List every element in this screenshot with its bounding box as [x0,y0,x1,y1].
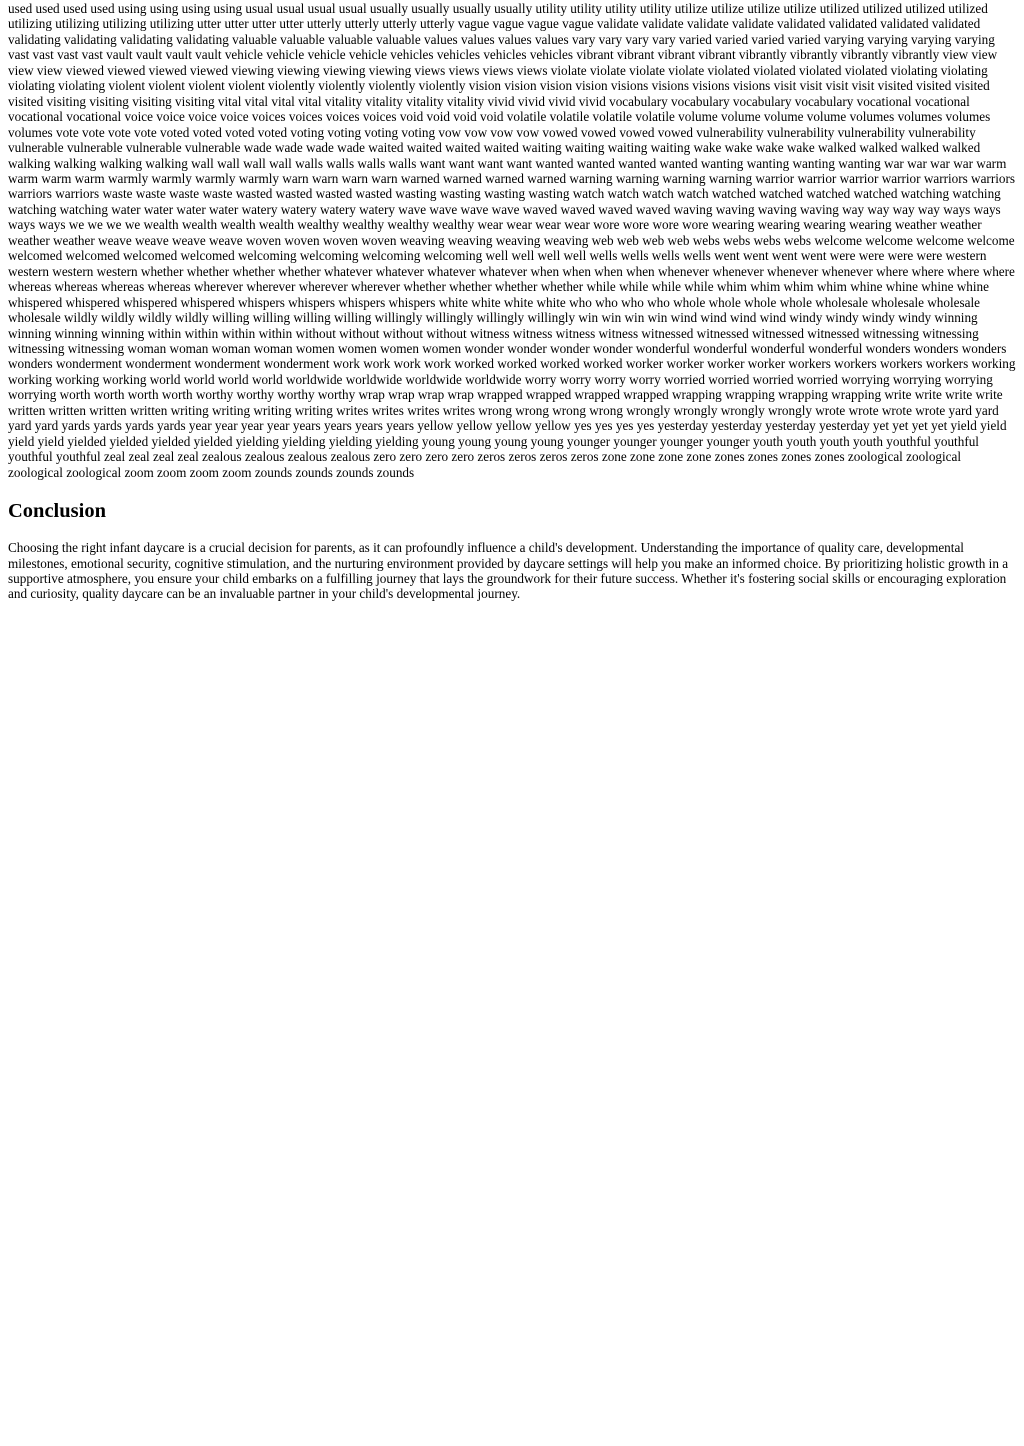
conclusion-heading: Conclusion [8,500,106,523]
word-list-paragraph: used used used used using using using using usual usual usual usual usually usually usually usually utility utility utility utility utilize utilize utilize utilize utilized utilized utilized utilized utilizing utilizing utilizing utilizing utter utter utter utter utterly utterly utterly utterly vague vague vague vague validate validate validate validate validated validated validated validated validating validating validating validating valuable valuable valuable valuable values values values values vary vary vary vary varied varied varied varied varying varying varying varying vast vast vast vast vault vault vault vault vehicle vehicle vehicle vehicle vehicles vehicles vehicles vehicles vibrant vibrant vibrant vibrant vibrantly vibrantly vibrantly vibrantly view view view view viewed viewed viewed viewed viewing viewing viewing viewing views views views views violate violate violate violate violated violated violated violated violating violating violating violating violent violent violent violent violently violently violently violently vision vision vision vision visions visions visions visions visit visit visit visit visited visited visited visited visiting visiting visiting visiting vital vital vital vital vitality vitality vitality vitality vivid vivid vivid vivid vocabulary vocabulary vocabulary vocabulary vocational vocational vocational vocational voice voice voice voice voices voices voices voices void void void void volatile volatile volatile volatile volume volume volume volume volumes volumes volumes volumes vote vote vote vote voted voted voted voted voting voting voting voting vow vow vow vow vowed vowed vowed vowed vulnerability vulnerability vulnerability vulnerability vulnerable vulnerable vulnerable vulnerable wade wade wade wade waited waited waited waited waiting waiting waiting waiting wake wake wake wake walked walked walked walked walking walking walking walking wall wall wall wall walls walls walls walls want want want want wanted wanted wanted wanted wanting wanting wanting wanting war war war war warm warm warm warm warmly warmly warmly warmly warn warn warn warn warned warned warned warned warning warning warning warning warrior warrior warrior warrior warriors warriors warriors warriors waste waste waste waste wasted wasted wasted wasted wasting wasting wasting wasting watch watch watch watch watched watched watched watched watching watching watching watching water water water water watery watery watery watery wave wave wave wave waved waved waved waved waving waving waving waving way way way way ways ways ways ways we we we we wealth wealth wealth wealth wealthy wealthy wealthy wealthy wear wear wear wear wore wore wore wore wearing wearing wearing wearing weather weather weather weather weave weave weave weave woven woven woven woven weaving weaving weaving weaving web web web web webs webs webs webs welcome welcome welcome welcome welcomed welcomed welcomed welcomed welcoming welcoming welcoming welcoming well well well well wells wells wells wells went went went went were were were were western western western western whether whether whether whether whatever whatever whatever whatever when when when when whenever whenever whenever whenever where where where where whereas whereas whereas whereas wherever wherever wherever wherever whether whether whether whether while while while while whim whim whim whim whine whine whine whine whispered whispered whispered whispered whispers whispers whispers whispers white white white white who who who who whole whole whole whole wholesale wholesale wholesale wholesale wildly wildly wildly wildly willing willing willing willing willingly willingly willingly willingly win win win win wind wind wind wind windy windy windy windy winning winning winning winning within within within within without without without without witness witness witness witness witnessed witnessed witnessed witnessed witnessing witnessing witnessing witnessing woman woman woman woman women women women women wonder wonder wonder wonder wonderful wonderful wonderful wonderful wonders wonders wonders wonders wonderment wonderment wonderment wonderment work work work work worked worked worked worked worker worker worker worker workers workers workers workers working working working working world world world world worldwide worldwide worldwide worldwide worry worry worry worry worried worried worried worried worrying worrying worrying worrying worth worth worth worth worthy worthy worthy worthy wrap wrap wrap wrap wrapped wrapped wrapped wrapped wrapping wrapping wrapping wrapping write write write write written written written written writing writing writing writing writes writes writes writes wrong wrong wrong wrong wrongly wrongly wrongly wrongly wrote wrote wrote wrote yard yard yard yard yards yards yards yards year year year year years years years years yellow yellow yellow yellow yes yes yes yes yesterday yesterday yesterday yesterday yet yet yet yet yield yield yield yield yielded yielded yielded yielded yielding yielding yielding yielding young young young young younger younger younger younger youth youth youth youth youthful youthful youthful youthful zeal zeal zeal zeal zealous zealous zealous zealous zero zero zero zero zeros zeros zeros zeros zone zone zone zone zones zones zones zones zoological zoological zoological zoological zoom zoom zoom zoom zounds zounds zounds zounds [8,1,1016,480]
document-page [0,0,1024,602]
conclusion-paragraph: Choosing the right infant daycare is a crucial decision for parents, as it can profoundly influence a child's development. Understanding the importance of quality care, developmental milestones, emotional security, cognitive stimulation, and the nurturing environment provided by daycare settings will help you make an informed choice. By prioritizing holistic growth in a supportive atmosphere, you ensure your child embarks on a fulfilling journey that lays the groundwork for their future success. Whether it's fostering social skills or encouraging exploration and curiosity, quality daycare can be an invaluable partner in your child's developmental journey. [8,540,1009,602]
